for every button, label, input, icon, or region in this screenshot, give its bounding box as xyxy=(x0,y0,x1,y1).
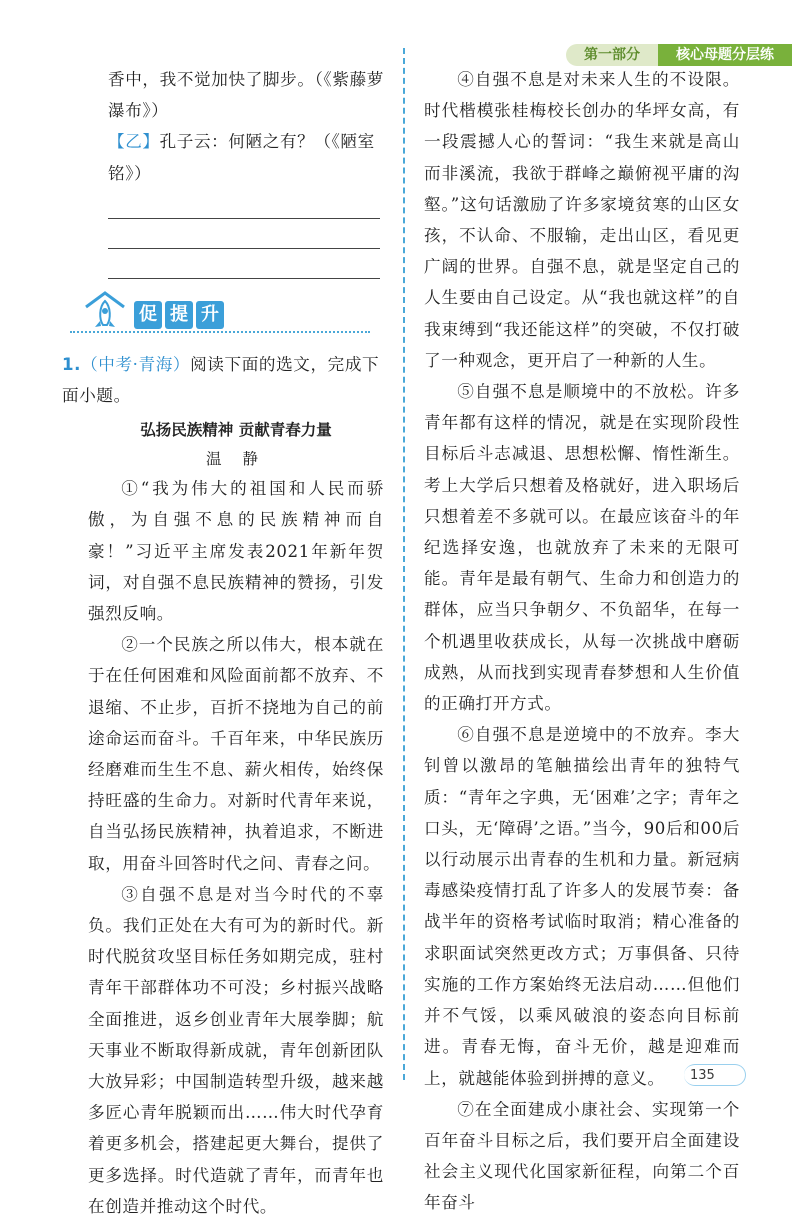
article-left xyxy=(62,415,384,1222)
right-column xyxy=(424,64,740,1219)
answer-line-1[interactable] xyxy=(108,189,380,219)
paragraph-6: ⑥自强不息是逆境中的不放弃。李大钊曾以激昂的笔触描绘出青年的独特气质：“青年之字典，无‘困难’之字；青年之口头，无‘障碍’之语。”当今，90后和00后以行动展示出青春的生机和力量。新冠病毒感染疫情打乱了许多人的发展节奏：备战半年的资格考试临时取消；精心准备的求职面试突然更改方式；万事俱备、只待实施的工作方案始终无法启动……但他们并不气馁，以乘风破浪的姿态向目标前进。青春无悔，奋斗无价，越是迎难而上，就越能体验到拼搏的意义。 xyxy=(424,725,740,1088)
question-header xyxy=(62,349,384,411)
paragraph-2: ②一个民族之所以伟大，根本就在于在任何困难和风险面前都不放弃、不退缩、不止步，百折不挠地为自己的前途命运而奋斗。千百年来，中华民族历经磨难而生生不息、薪火相传，始终保持旺盛的生命力。对新时代青年来说，自当弘扬民族精神，执着追求，不断进取，用奋斗回答时代之问、青春之问。 xyxy=(88,635,384,873)
page-number: 135 xyxy=(684,1064,746,1086)
article-title: 弘扬民族精神 贡献青春力量 xyxy=(140,421,332,440)
paragraph-1: ①“我为伟大的祖国和人民而骄傲，为自强不息的民族精神而自豪！”习近平主席发表2021年新年贺词，对自强不息民族精神的赞扬，引发强烈反响。 xyxy=(88,479,384,624)
yi-tag: 【乙】 xyxy=(108,132,160,152)
promo-underline xyxy=(70,331,370,333)
rocket-icon xyxy=(80,289,130,335)
promo-char-3: 升 xyxy=(196,301,224,329)
column-divider xyxy=(403,48,405,1080)
promo-title xyxy=(134,301,224,329)
paragraph-3: ③自强不息是对当今时代的不辜负。我们正处在大有可为的新时代。新时代脱贫攻坚目标任务如期完成，驻村青年干部群体功不可没；乡村振兴战略全面推进，返乡创业青年大展拳脚；航天事业不断取得新成就，青年创新团队大放异彩；中国制造转型升级，越来越多匠心青年脱颖而出……伟大时代孕育着更多机会，搭建起更大舞台，提供了更多选择。时代造就了青年，而青年也在创造并推动这个时代。 xyxy=(88,884,384,1216)
section-tab xyxy=(566,44,792,66)
article-author: 温 静 xyxy=(206,450,266,469)
yi-line xyxy=(108,126,384,188)
paragraph-5: ⑤自强不息是顺境中的不放松。许多青年都有这样的情况，就是在实现阶段性目标后斗志减退、思想松懈、惰性渐生。考上大学后只想着及格就好，进入职场后只想着差不多就可以。在最应该奋斗的年纪选择安逸，也就放弃了未来的无限可能。青年是最有朝气、生命力和创造力的群体，应当只争朝夕、不负韶华，在每一个机遇里收获成长，从每一次挑战中磨砺成熟，从而找到实现青春梦想和人生价值的正确打开方式。 xyxy=(424,382,740,714)
intro-text: 香中，我不觉加快了脚步。（《紫藤萝瀑布》） xyxy=(108,70,384,121)
paragraph-4: ④自强不息是对未来人生的不设限。时代楷模张桂梅校长创办的华坪女高，有一段震撼人心的誓词：“我生来就是高山而非溪流，我欲于群峰之巅俯视平庸的沟壑。”这句话激励了许多家境贫寒的山区女孩，不认命、不服输，走出山区，看见更广阔的世界。自强不息，就是坚定自己的人生要由自己设定。从“我也就这样”的自我束缚到“我还能这样”的突破，不仅打破了一种观念，更开启了一种新的人生。 xyxy=(424,70,740,370)
paragraph-7: ⑦在全面建成小康社会、实现第一个百年奋斗目标之后，我们要开启全面建设社会主义现代化国家新征程，向第二个百年奋斗 xyxy=(424,1099,740,1213)
promo-banner xyxy=(70,289,384,339)
promo-char-1: 促 xyxy=(134,301,162,329)
promo-char-2: 提 xyxy=(165,301,193,329)
question-source: （中考·青海） xyxy=(81,354,191,374)
section-subtitle: 核心母题分层练 xyxy=(658,44,792,66)
yi-text: 孔子云：何陋之有？（《陋室铭》） xyxy=(108,132,375,183)
left-column xyxy=(62,64,384,1222)
question-number: 1. xyxy=(62,354,82,374)
question-prompt: 阅读下面的选文，完成下面小题。 xyxy=(62,354,380,406)
answer-line-3[interactable] xyxy=(108,249,380,279)
section-label: 第一部分 xyxy=(566,44,658,66)
answer-line-2[interactable] xyxy=(108,219,380,249)
